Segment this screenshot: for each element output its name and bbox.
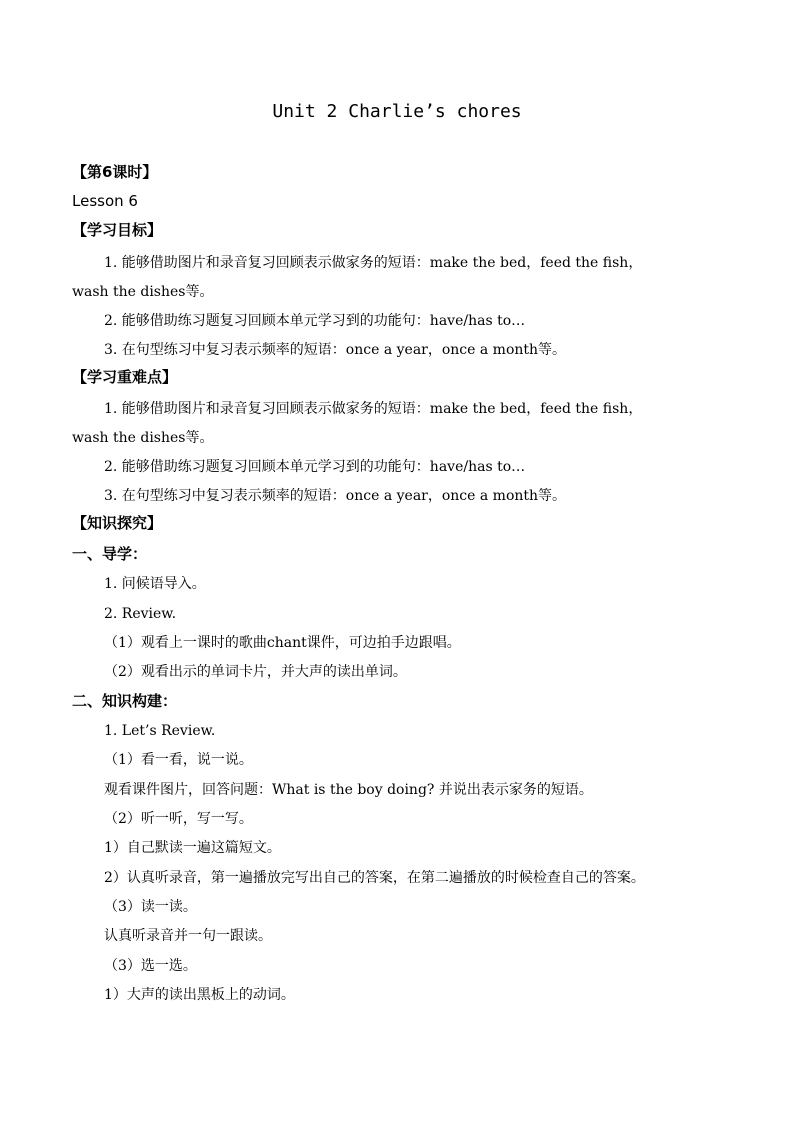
build-choose: （3）选一选。 (104, 958, 197, 974)
document-title: Unit 2 Charlie’s chores (272, 101, 522, 122)
build-heading: 二、知识构建： (72, 692, 178, 710)
guide-item-1: 1. 问候语导入。 (104, 576, 206, 592)
objectives-item-2: 2. 能够借助练习题复习回顾本单元学习到的功能句：have/has to… (104, 313, 526, 329)
guide-heading: 一、导学： (72, 545, 148, 563)
key-points-item-1-cont: wash the dishes等。 (72, 430, 214, 446)
guide-sub-1: （1）观看上一课时的歌曲chant课件，可边拍手边跟唱。 (104, 635, 461, 651)
key-points-item-2: 2. 能够借助练习题复习回顾本单元学习到的功能句：have/has to… (104, 459, 526, 475)
objectives-item-1-cont: wash the dishes等。 (72, 284, 214, 300)
objectives-item-1: 1. 能够借助图片和录音复习回顾表示做家务的短语：make the bed，feed the fish， (104, 255, 643, 271)
exploration-heading: 【知识探究】 (72, 514, 163, 532)
build-look-say-desc: 观看课件图片，回答问题：What is the boy doing? 并说出表示家务的短语。 (104, 782, 593, 798)
build-read: （3）读一读。 (104, 899, 197, 915)
lesson-label: Lesson 6 (72, 192, 138, 210)
key-points-item-3: 3. 在句型练习中复习表示频率的短语：once a year，once a month等。 (104, 488, 567, 504)
key-points-heading: 【学习重难点】 (72, 368, 178, 386)
objectives-heading: 【学习目标】 (72, 221, 163, 239)
guide-sub-2: （2）观看出示的单词卡片，并大声的读出单词。 (104, 664, 407, 680)
build-choose-step-1: 1）大声的读出黑板上的动词。 (104, 987, 295, 1003)
objectives-item-3: 3. 在句型练习中复习表示频率的短语：once a year，once a month等。 (104, 342, 567, 358)
build-listen-write: （2）听一听，写一写。 (104, 811, 253, 827)
build-look-say: （1）看一看，说一说。 (104, 752, 253, 768)
build-lw-step-2: 2）认真听录音，第一遍播放完写出自己的答案，在第二遍播放的时候检查自己的答案。 (104, 870, 645, 886)
build-item-1: 1. Let’s Review. (104, 723, 216, 739)
build-read-desc: 认真听录音并一句一跟读。 (104, 928, 272, 944)
key-points-item-1: 1. 能够借助图片和录音复习回顾表示做家务的短语：make the bed，feed the fish， (104, 401, 643, 417)
guide-item-2: 2. Review. (104, 606, 177, 622)
period-label: 【第6课时】 (72, 163, 158, 181)
build-lw-step-1: 1）自己默读一遍这篇短文。 (104, 840, 281, 856)
